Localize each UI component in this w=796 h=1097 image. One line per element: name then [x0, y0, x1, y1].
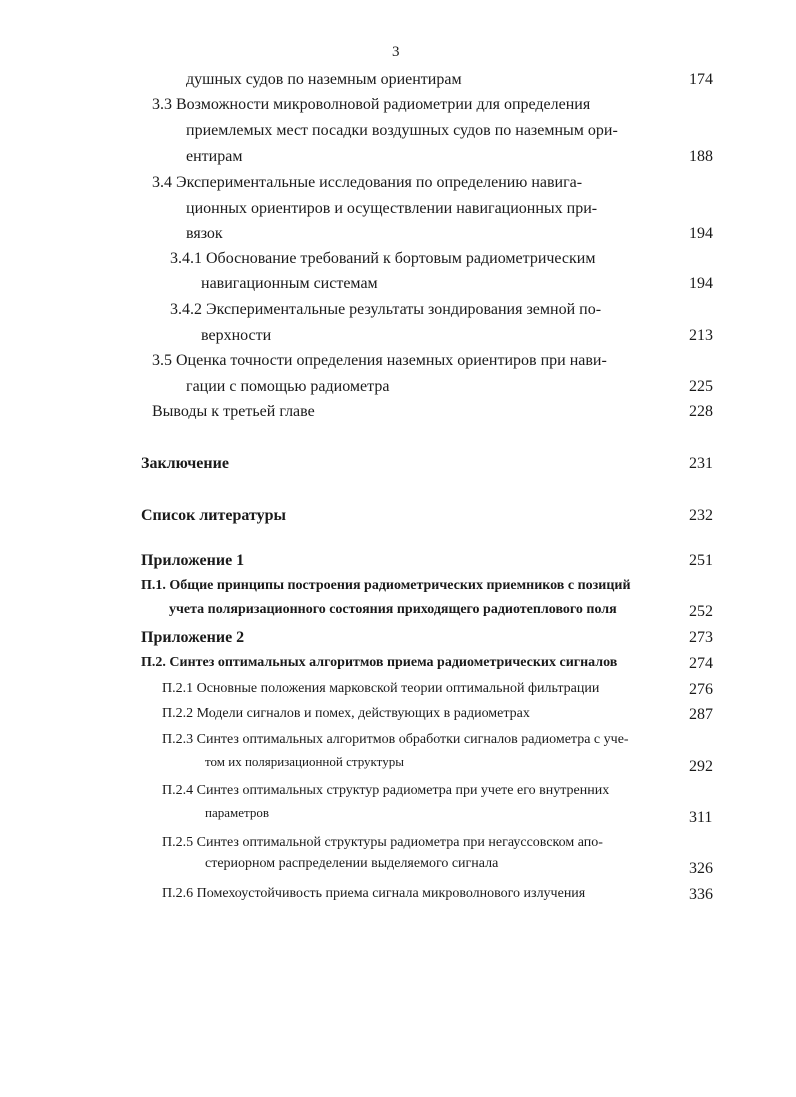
toc-entry-page: 251	[689, 552, 713, 569]
toc-entry-page: 336	[689, 886, 713, 903]
toc-entry-text: том их поляризационной структуры	[205, 754, 404, 769]
toc-entry-page: 188	[689, 148, 713, 165]
toc-entry-text: П.2.3 Синтез оптимальных алгоритмов обработки сигналов радиометра с уче-	[162, 732, 629, 747]
toc-entry-page: 311	[689, 809, 713, 826]
toc-entry-text: гации с помощью радиометра	[186, 378, 390, 395]
toc-entry-page: 194	[689, 275, 713, 292]
toc-entry-page: 292	[689, 758, 713, 775]
toc-entry-text: приемлемых мест посадки воздушных судов по наземным ори-	[186, 122, 618, 139]
toc-entry-text: П.2.5 Синтез оптимальной структуры радиометра при негауссовском апо-	[162, 835, 603, 850]
toc-entry-text: душных судов по наземным ориентирам	[186, 71, 462, 88]
toc-entry-text: вязок	[186, 225, 223, 242]
toc-entry-page: 231	[689, 455, 713, 472]
toc-entry-text: П.2. Синтез оптимальных алгоритмов приема радиометрических сигналов	[141, 655, 618, 670]
toc-entry-page: 232	[689, 507, 713, 524]
toc-entry-page: 273	[689, 629, 713, 646]
toc-entry-page: 194	[689, 225, 713, 242]
toc-entry-page: 287	[689, 706, 713, 723]
toc-entry-text: параметров	[205, 805, 269, 820]
toc-entry-text: 3.4.2 Экспериментальные результаты зондирования земной по-	[170, 301, 602, 318]
toc-entry-page: 228	[689, 403, 713, 420]
toc-entry-text: ционных ориентиров и осуществлении навигационных при-	[186, 200, 598, 217]
toc-entry-page: 174	[689, 71, 713, 88]
toc-entry-text: П.1. Общие принципы построения радиометрических приемников с позиций	[141, 578, 631, 593]
toc-entry-text: П.2.2 Модели сигналов и помех, действующих в радиометрах	[162, 706, 530, 721]
toc-entry-text: 3.5 Оценка точности определения наземных ориентиров при нави-	[152, 352, 607, 369]
toc-entry-text: П.2.6 Помехоустойчивость приема сигнала микроволнового излучения	[162, 886, 586, 901]
toc-entry-text: 3.3 Возможности микроволновой радиометрии для определения	[152, 96, 591, 113]
toc-entry-text: верхности	[201, 327, 272, 344]
toc-entry-text: учета поляризационного состояния приходящего радиотеплового поля	[169, 602, 617, 617]
toc-entry-text: П.2.4 Синтез оптимальных структур радиометра при учете его внутренних	[162, 783, 610, 798]
toc-heading: Список литературы	[141, 507, 286, 524]
toc-entry-page: 213	[689, 327, 713, 344]
toc-entry-text: 3.4 Экспериментальные исследования по определению навига-	[152, 174, 583, 191]
toc-entry-text: ентирам	[186, 148, 243, 165]
toc-entry-text: П.2.1 Основные положения марковской теории оптимальной фильтрации	[162, 681, 600, 696]
toc-heading: Приложение 1	[141, 552, 245, 569]
toc-entry-page: 274	[689, 655, 713, 672]
toc-entry-text: навигационным системам	[201, 275, 378, 292]
toc-entry-page: 276	[689, 681, 713, 698]
toc-entry-page: 326	[689, 860, 713, 877]
toc-entry-page: 252	[689, 603, 713, 620]
toc-entry-text: стериорном распределении выделяемого сигнала	[205, 856, 499, 871]
toc-entry-text: 3.4.1 Обоснование требований к бортовым радиометрическим	[170, 250, 596, 267]
toc-entry-page: 225	[689, 378, 713, 395]
toc-heading: Приложение 2	[141, 629, 245, 646]
toc-heading: Заключение	[141, 455, 229, 472]
toc-entry-text: Выводы к третьей главе	[152, 403, 315, 420]
page-number: 3	[392, 44, 400, 60]
